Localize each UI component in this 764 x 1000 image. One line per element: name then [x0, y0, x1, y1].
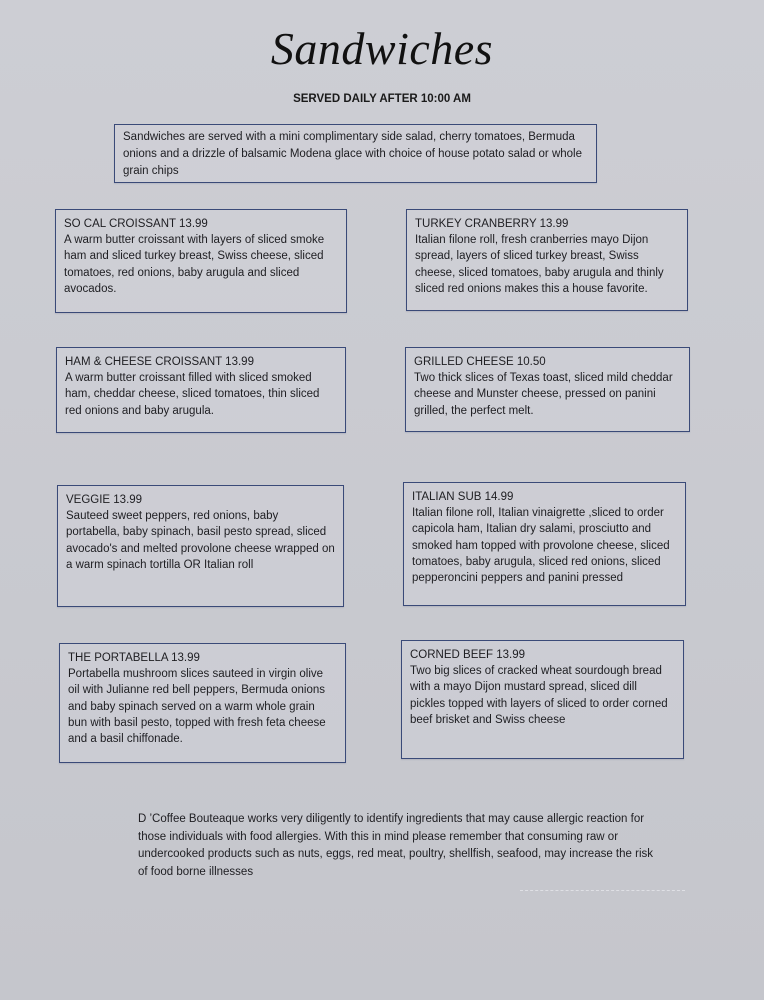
menu-item-the-portabella [59, 643, 346, 763]
item-heading: ITALIAN SUB 14.99 [412, 491, 514, 503]
item-description: A warm butter croissant with layers of sliced smoke ham and sliced turkey breast, Swiss cheese, sliced tomatoes, red onions, baby arugula and sliced avocados. [64, 234, 325, 295]
menu-item-grilled-cheese [405, 347, 690, 432]
intro-box [114, 124, 597, 183]
item-heading: TURKEY CRANBERRY 13.99 [415, 218, 569, 230]
item-description: Portabella mushroom slices sauteed in virgin olive oil with Julianne red bell peppers, Bermuda onions and baby spinach served on a warm whole grain bun with basil pesto, topped with fresh feta cheese and a basil chiffonade. [68, 668, 326, 746]
item-heading: SO CAL CROISSANT 13.99 [64, 218, 208, 230]
item-heading: GRILLED CHEESE 10.50 [414, 356, 546, 368]
menu-item-italian-sub [403, 482, 686, 606]
page-title: Sandwiches [270, 23, 494, 74]
allergy-notice: D ’Coffee Bouteaque works very diligently to identify ingredients that may cause allergic reaction for those individuals with food allergies. With this in mind please remember that consuming raw or undercooked products such as nuts, eggs, red meat, poultry, shellfish, seafood, may increase the risk of food borne illnesses [138, 813, 654, 878]
item-heading: CORNED BEEF 13.99 [410, 649, 526, 661]
menu-item-corned-beef [401, 640, 684, 759]
serving-hours: SERVED DAILY AFTER 10:00 AM [293, 93, 471, 105]
intro-text: Sandwiches are served with a mini complimentary side salad, cherry tomatoes, Bermuda onions and a drizzle of balsamic Modena glace with choice of house potato salad or whole grain chips [123, 131, 583, 177]
item-description: Two big slices of cracked wheat sourdough bread with a mayo Dijon mustard spread, sliced dill pickles topped with layers of sliced to order corned beef brisket and Swiss cheese [410, 665, 668, 726]
item-heading: THE PORTABELLA 13.99 [68, 652, 200, 664]
menu-item-so-cal-croissant [55, 209, 347, 313]
item-description: Italian filone roll, Italian vinaigrette ,sliced to order capicola ham, Italian dry salami, prosciutto and smoked ham topped with provolone cheese, sliced tomatoes, baby arugula, sliced red onions, sliced pepperoncini peppers and panini pressed [412, 507, 670, 585]
item-description: Sauteed sweet peppers, red onions, baby portabella, baby spinach, basil pesto spread, sliced avocado's and melted provolone cheese wrapped on a warm spinach tortilla OR Italian roll [66, 510, 335, 571]
item-description: Two thick slices of Texas toast, sliced mild cheddar cheese and Munster cheese, pressed on panini grilled, the perfect melt. [414, 372, 673, 417]
menu-item-turkey-cranberry [406, 209, 688, 311]
menu-item-veggie [57, 485, 344, 607]
divider [520, 890, 685, 892]
item-heading: VEGGIE 13.99 [66, 494, 143, 506]
menu-item-ham-cheese-croissant [56, 347, 346, 433]
item-description: Italian filone roll, fresh cranberries mayo Dijon spread, layers of sliced turkey breast, Swiss cheese, sliced tomatoes, baby arugula and thinly sliced red onions makes this a house favorite. [415, 234, 664, 295]
item-description: A warm butter croissant filled with sliced smoked ham, cheddar cheese, sliced tomatoes, thin sliced red onions and baby arugula. [65, 372, 320, 417]
item-heading: HAM & CHEESE CROISSANT 13.99 [65, 356, 254, 368]
